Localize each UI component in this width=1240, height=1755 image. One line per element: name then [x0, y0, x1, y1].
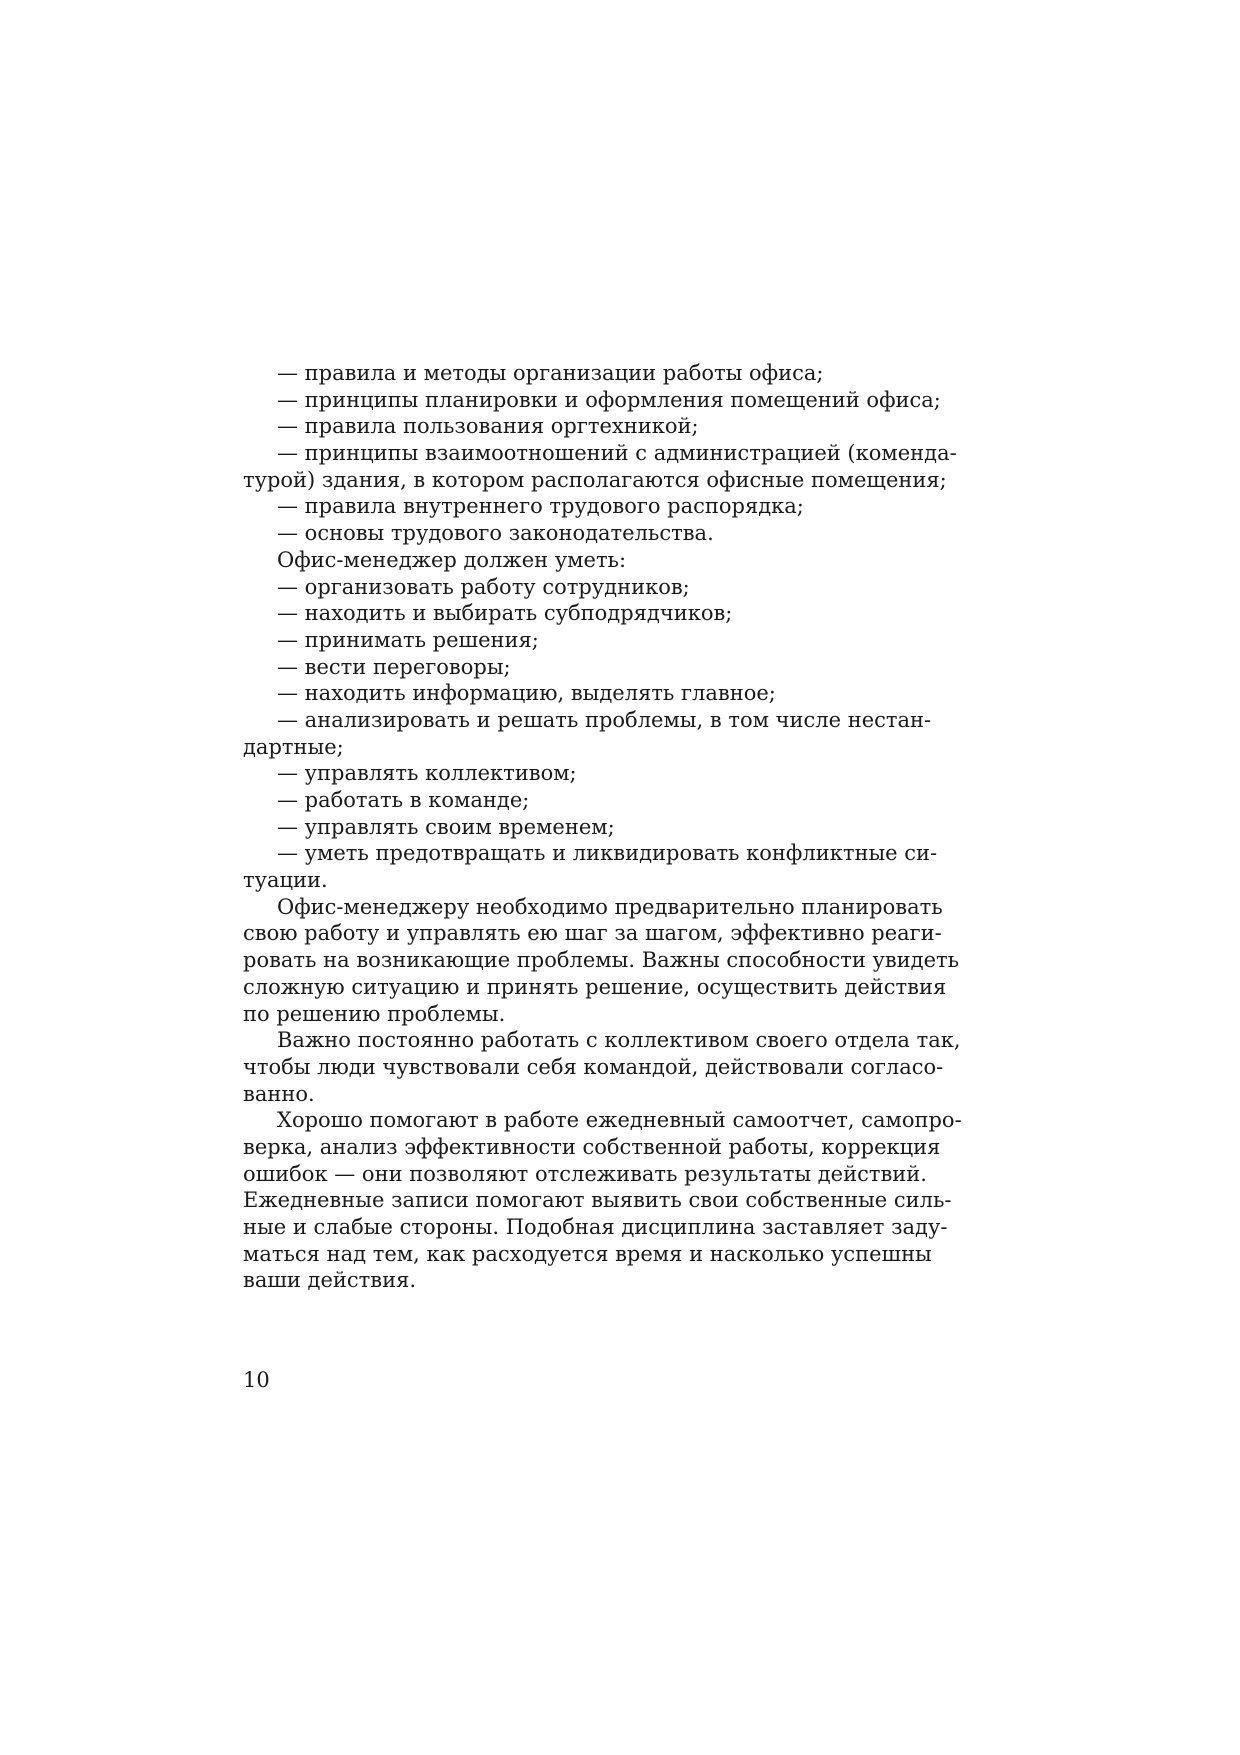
text-line: верка, анализ эффективности собственной работы, коррекция — [243, 1134, 941, 1159]
text-line: — принимать решения; — [277, 627, 539, 652]
text-line: Ежедневные записи помогают выявить свои собственные силь- — [243, 1188, 952, 1213]
text-line: Важно постоянно работать с коллективом своего отдела так, — [277, 1028, 961, 1053]
text-line: — принципы планировки и оформления помещений офиса; — [277, 387, 941, 412]
text-line: по решению проблемы. — [243, 1001, 506, 1026]
text-line: — работать в команде; — [277, 788, 530, 812]
text-line: — правила и методы организации работы офиса; — [277, 361, 824, 385]
text-line: — вести переговоры; — [277, 654, 511, 679]
text-line: — уметь предотвращать и ликвидировать конфликтные си- — [277, 841, 938, 866]
text-line: дартные; — [243, 734, 344, 759]
text-line: ошибок — они позволяют отслеживать результаты действий. — [243, 1161, 927, 1186]
text-line: ровать на возникающие проблемы. Важны способности увидеть — [243, 948, 960, 973]
text-line: — анализировать и решать проблемы, в том числе нестан- — [277, 707, 932, 732]
text-line: — принципы взаимоотношений с администрацией (коменда- — [277, 441, 957, 466]
text-line: — управлять коллективом; — [277, 761, 577, 786]
text-line: — основы трудового законодательства. — [277, 521, 714, 546]
text-line: ванно. — [243, 1081, 315, 1106]
text-line: маться над тем, как расходуется время и насколько успешны — [243, 1241, 932, 1266]
text-line: туации. — [243, 868, 328, 893]
text-line: ваши действия. — [243, 1268, 417, 1293]
text-line: — находить и выбирать субподрядчиков; — [277, 601, 733, 626]
text-line: ные и слабые стороны. Подобная дисциплина заставляет заду- — [243, 1215, 948, 1239]
text-line: — правила внутреннего трудового распорядка; — [277, 494, 804, 519]
text-line: — находить информацию, выделять главное; — [277, 681, 776, 706]
text-line: Офис-менеджер должен уметь: — [277, 547, 627, 572]
text-line: — организовать работу сотрудников; — [277, 574, 690, 599]
text-line: турой) здания, в котором располагаются офисные помещения; — [243, 467, 947, 492]
text-line: Хорошо помогают в работе ежедневный самоотчет, самопро- — [277, 1108, 962, 1133]
text-line: чтобы люди чувствовали себя командой, действовали согласо- — [243, 1054, 944, 1079]
text-line: сложную ситуацию и принять решение, осуществить действия — [243, 974, 947, 999]
body-text — [243, 360, 962, 1294]
text-line: — управлять своим временем; — [277, 814, 615, 839]
text-line: Офис-менеджеру необходимо предварительно планировать — [277, 894, 943, 919]
text-line: — правила пользования оргтехникой; — [277, 414, 699, 439]
page-number: 10 — [243, 1368, 270, 1392]
text-line: свою работу и управлять ею шаг за шагом, эффективно реаги- — [243, 921, 942, 946]
